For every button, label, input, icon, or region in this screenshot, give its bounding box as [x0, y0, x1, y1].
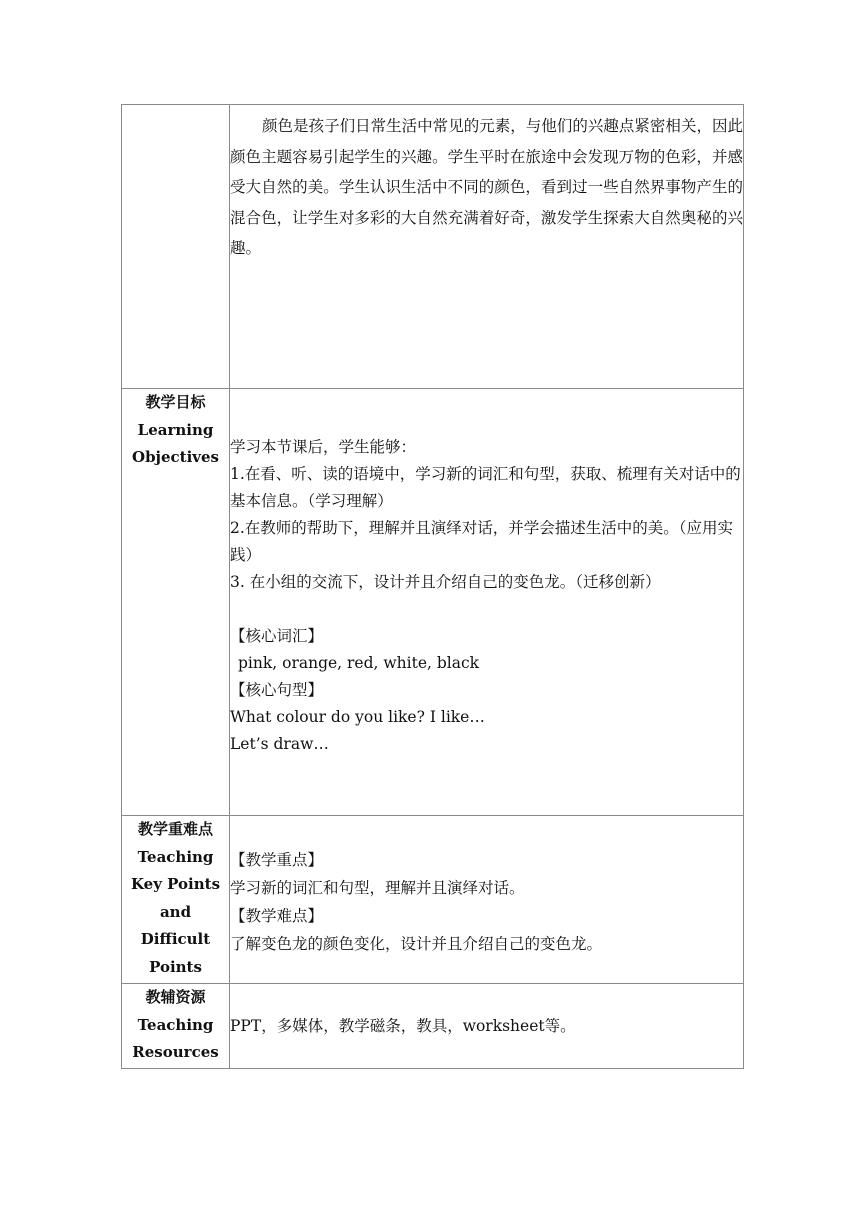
- core-sentence-heading: 【核心句型】: [230, 681, 324, 699]
- label-line: Objectives: [132, 448, 219, 466]
- teaching-resources-row: [122, 984, 744, 1069]
- label-line: 教辅资源: [145, 988, 206, 1006]
- teaching-resources-label: [122, 984, 230, 1069]
- difficult-point-text: 了解变色龙的颜色变化，设计并且介绍自己的变色龙。: [230, 935, 603, 953]
- core-sentence: Let’s draw…: [230, 735, 329, 753]
- objective-item: 2.在教师的帮助下，理解并且演绎对话，并学会描述生活中的美。（应用实践）: [230, 519, 734, 564]
- label-line: Learning: [137, 420, 214, 439]
- background-paragraph: 颜色是孩子们日常生活中常见的元素，与他们的兴趣点紧密相关，因此颜色主题容易引起学生的兴趣。学生平时在旅途中会发现万物的色彩，并感受大自然的美。学生认识生活中不同的颜色，看到过一些自然界事物产生的混合色，让学生对多彩的大自然充满着好奇，激发学生探索大自然奥秘的兴趣。: [230, 117, 743, 257]
- key-points-label: [122, 816, 230, 984]
- key-points-row: [122, 816, 744, 984]
- label-line: and: [159, 902, 192, 921]
- lesson-plan-table: [121, 104, 744, 1069]
- objective-item: 3. 在小组的交流下，设计并且介绍自己的变色龙。（迁移创新）: [230, 573, 661, 591]
- core-vocab-list: pink, orange, red, white, black: [238, 654, 480, 672]
- label-line: Points: [149, 957, 202, 976]
- label-line: Teaching: [137, 1015, 214, 1034]
- label-line: Difficult: [140, 930, 211, 948]
- learning-objectives-label: [122, 389, 230, 816]
- objectives-intro: 学习本节课后，学生能够：: [230, 438, 417, 456]
- background-row: [122, 105, 744, 389]
- label-line: 教学重难点: [137, 820, 213, 838]
- label-line: Teaching: [137, 847, 214, 866]
- objective-item: 1.在看、听、读的语境中，学习新的词汇和句型，获取、梳理有关对话中的基本信息。（学习理解）: [230, 465, 741, 510]
- resources-text: PPT，多媒体，教学磁条，教具，worksheet等。: [230, 1017, 576, 1035]
- key-points-content: [230, 816, 744, 984]
- core-vocab-heading: 【核心词汇】: [230, 627, 324, 645]
- difficult-point-heading: 【教学难点】: [230, 907, 324, 925]
- learning-objectives-row: [122, 389, 744, 816]
- learning-objectives-content: [230, 389, 744, 816]
- key-point-text: 学习新的词汇和句型，理解并且演绎对话。: [230, 879, 525, 897]
- teaching-resources-content: [230, 984, 744, 1069]
- background-content-cell: [230, 105, 744, 389]
- empty-label-cell: [122, 105, 230, 389]
- key-point-heading: 【教学重点】: [230, 851, 324, 869]
- label-line: Key Points: [130, 875, 221, 893]
- label-line: Resources: [132, 1043, 219, 1061]
- label-line: 教学目标: [145, 393, 206, 411]
- core-sentence: What colour do you like? I like…: [230, 708, 485, 726]
